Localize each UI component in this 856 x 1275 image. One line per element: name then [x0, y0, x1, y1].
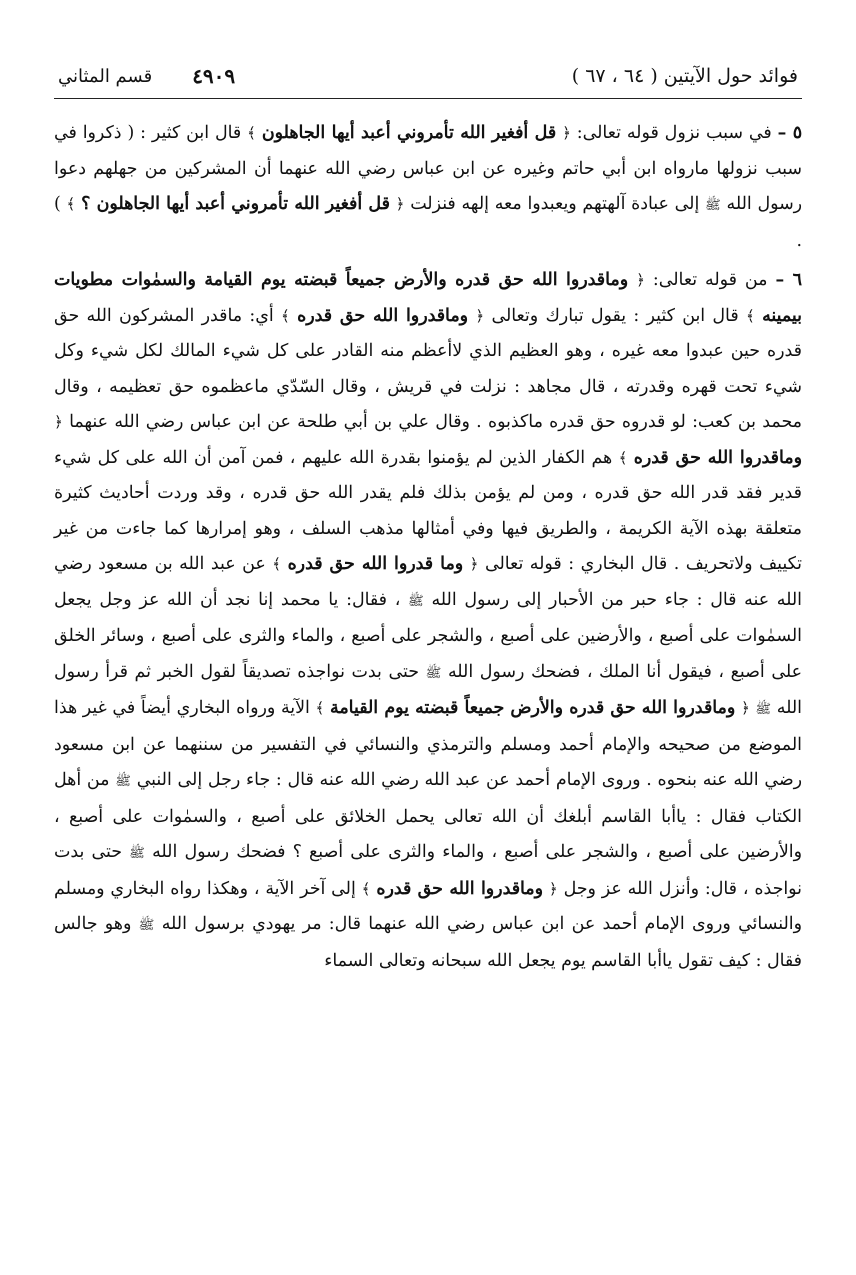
page-number: ٤٩٠٩	[192, 64, 236, 88]
quran-verse: قل أفغير الله تأمروني أعبد أيها الجاهلون	[261, 123, 557, 143]
body-text: قال ابن كثير : ( ذكروا في سبب نزولها مارواه ابن أبي حاتم وغيره عن ابن عباس رضي الله عنهما أن المشركين من جهلهم دعوا رسول الله	[54, 123, 803, 214]
header-left	[58, 64, 235, 88]
quran-close-bracket: ﴾	[361, 879, 371, 898]
quran-close-bracket: ﴾	[247, 124, 256, 142]
body-text: من أهل الكتاب فقال : ياأبا القاسم أبلغك أن الله تعالى يحمل الخلائق على أصبع ، والسمٰوات على أصبع ، والأرضين على أصبع ، والشجر على أصبع ، والماء والثرى على أصبع ؟ فضحك رسول الله	[54, 770, 802, 862]
quran-verse: وماقدروا الله حق قدره	[297, 305, 469, 326]
page-body	[54, 116, 802, 979]
body-text: قال ابن كثير : يقول تبارك وتعالى	[491, 305, 739, 326]
body-text: عن عبد الله بن مسعود رضي الله عنه قال : جاء حبر من الأحبار إلى رسول الله	[54, 554, 803, 610]
header-rule	[54, 98, 802, 99]
quran-close-bracket: ﴾	[281, 306, 290, 325]
quran-close-bracket: ﴾	[315, 699, 325, 717]
quran-open-bracket: ﴿	[395, 195, 405, 213]
body-text: إلى آخر الآية ، وهكذا رواه البخاري ومسلم والنسائي وروى الإمام أحمد عن ابن عباس رضي الله عنهما قال: مر يهودي برسول الله	[54, 878, 802, 934]
quran-verse: وماقدروا الله حق قدره	[376, 878, 544, 899]
paragraph-number: ٦ –	[775, 270, 803, 290]
body-text: ، فقال: يا محمد إنا نجد أن الله عز وجل يجعل السمٰوات على أصبع ، والأرضين على أصبع ، والشجر على أصبع ، والماء والثرى على أصبع ، وسائر الخلق على أصبع ، فيقول أنا الملك ، فضحك رسول الله	[54, 589, 802, 682]
salawat-icon: ﷺ	[425, 665, 442, 681]
body-text: من قوله تعالى:	[652, 270, 768, 290]
quran-verse: وماقدروا الله حق قدره	[633, 447, 803, 468]
paragraph-6	[54, 263, 802, 979]
body-text: ) .	[54, 194, 802, 251]
body-text: أي: ماقدر المشركون الله حق قدره حين عبدوا معه غيره ، وهو العظيم الذي لاأعظم منه القادر على كل شيء المالك لكل شيء وكل شيء تحت قهره وقدرته ، قال مجاهد : نزلت في قريش ، وقال السّدّي ماعظموه حق تعظيمه ، وقال محمد بن كعب: لو قدروه حق قدره ماكذبوه . وقال علي بن أبي طلحة عن ابن عباس رضي الله عنهما	[54, 305, 802, 432]
salawat-icon: ﷺ	[408, 593, 424, 609]
body-text: إلى عبادة آلهتهم ويعبدوا معه إلهه فنزلت	[410, 194, 700, 214]
quran-open-bracket: ﴿	[54, 413, 63, 431]
salawat-icon: ﷺ	[138, 918, 155, 933]
quran-open-bracket: ﴿	[636, 271, 645, 289]
quran-close-bracket: ﴾	[745, 306, 755, 325]
quran-close-bracket: ﴾	[272, 555, 282, 573]
body-text: هم الكفار الذين لم يؤمنوا بقدرة الله عليهم ، فمن آمن أن الله على كل شيء قدير فقد قدر الله حق قدره ، ومن لم يؤمن بذلك فلم يقدر الله حق قدره ، وقد وردت أحاديث كثيرة متعلقة بهذه الآية الكريمة ، والطريق فيها وفي أمثالها مذهب السلف ، وهو إمرارها كما جاءت من غير تكييف ولاتحريف . قال البخاري : قوله تعالى	[54, 447, 803, 574]
quran-open-bracket: ﴿	[740, 699, 750, 717]
salawat-icon: ﷺ	[755, 702, 772, 717]
salawat-icon: ﷺ	[129, 846, 145, 861]
salawat-icon: ﷺ	[705, 198, 721, 213]
quran-verse: وماقدروا الله حق قدره والأرض جميعاً قبضته يوم القيامة	[330, 698, 736, 718]
quran-verse: وماقدروا الله حق قدره والأرض جميعاً قبضته يوم القيامة والسمٰوات مطويات بيمينه	[54, 270, 803, 326]
quran-verse: قل أفغير الله تأمروني أعبد أيها الجاهلون ؟	[81, 194, 390, 214]
salawat-icon: ﷺ	[115, 774, 131, 789]
paragraph-number: ٥ –	[777, 123, 803, 143]
quran-open-bracket: ﴿	[548, 879, 558, 898]
quran-close-bracket: ﴾	[66, 195, 76, 213]
body-text: حتى بدت نواجذه تصديقاً لقول الخبر ثم قرأ رسول الله	[54, 661, 803, 718]
body-text: في سبب نزول قوله تعالى:	[576, 123, 772, 143]
quran-close-bracket: ﴾	[618, 448, 628, 467]
section-title: قسم المثاني	[58, 65, 153, 87]
quran-open-bracket: ﴿	[475, 306, 485, 325]
quran-verse: وما قدروا الله حق قدره	[287, 554, 464, 574]
quran-open-bracket: ﴿	[469, 555, 479, 573]
body-text: وهو جالس فقال : كيف تقول ياأبا القاسم يوم يجعل الله سبحانه وتعالى السماء	[54, 914, 802, 971]
page-header	[58, 58, 798, 94]
body-text: حتى بدت نواجذه ، قال: وأنزل الله عز وجل	[54, 842, 802, 899]
paragraph-5	[54, 116, 802, 259]
quran-open-bracket: ﴿	[562, 124, 571, 142]
running-title: فوائد حول الآيتين ( ٦٤ ، ٦٧ )	[571, 65, 798, 87]
body-text: الآية ورواه البخاري أيضاً في غير هذا الموضع من صحيحه والإمام أحمد ومسلم والترمذي والنسائي في التفسير من سننهما عن ابن مسعود رضي الله عنه بنحوه . وروى الإمام أحمد عن عبد الله رضي الله عنه قال : جاء رجل إلى النبي	[54, 698, 802, 790]
